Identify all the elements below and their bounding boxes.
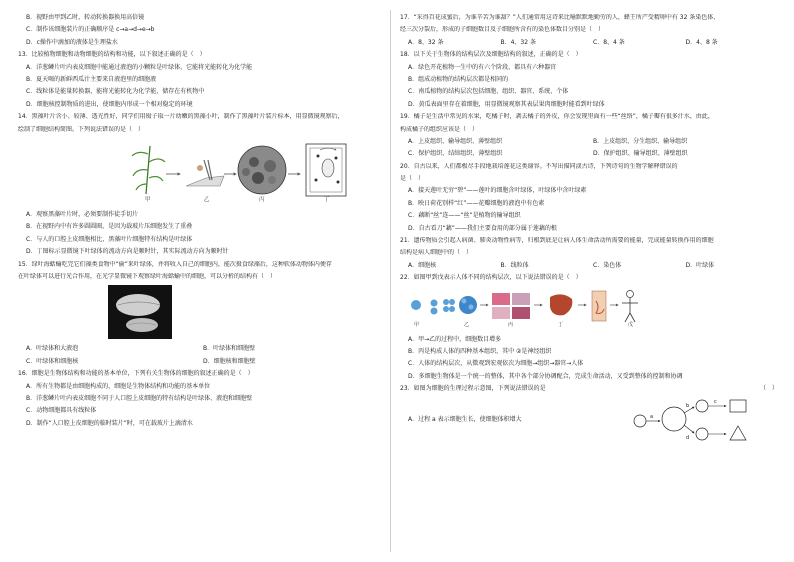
option: D．保护组织、输导组织、薄壁组织 bbox=[593, 150, 688, 158]
option-line: B．视野由甲到乙时，转动转换器换用高倍镜 bbox=[26, 14, 145, 21]
option: D．多细胞生物体是一个统一的整体，其中各个部分协调配合，完成生命活动，又受到整体的控制和协调 bbox=[408, 372, 683, 380]
question-20-stem-cont: 是（ ） bbox=[400, 175, 425, 183]
figure-14 bbox=[18, 138, 380, 205]
option: A．观察黑藻叶片时，必须要制作徒手切片 bbox=[26, 211, 139, 218]
human-figure bbox=[622, 290, 638, 322]
option: B．丙是构成人体的四种基本组织，其中 ②是神经组织 bbox=[408, 348, 552, 356]
option: C．线粒体是能量转换器，能将光能转化为化学能，储存在有机物中 bbox=[26, 88, 205, 96]
option: C．保护组织、结缔组织、薄壁组织 bbox=[408, 150, 503, 158]
option: D．细胞核和细胞壁 bbox=[203, 357, 256, 365]
column-divider bbox=[390, 10, 391, 552]
left-column bbox=[18, 14, 380, 432]
fig-label: 丁 bbox=[324, 196, 330, 202]
system-image bbox=[592, 291, 606, 321]
question-19-stem-cont: 构成橘子的组织应该是（ ） bbox=[400, 125, 479, 133]
fig-label: c bbox=[714, 399, 717, 406]
tweezers-figure bbox=[186, 160, 224, 186]
option: A．所有生物都是由细胞构成的，细胞是生物体结构和功能的基本单位 bbox=[26, 382, 211, 390]
fig-label: 乙 bbox=[204, 196, 210, 202]
cell-stage-figures bbox=[411, 296, 477, 315]
options-row bbox=[26, 345, 380, 353]
fig-label: 甲 bbox=[145, 196, 151, 202]
option: B．线粒体 bbox=[500, 261, 529, 269]
option: B．上皮组织、分生组织、输导组织 bbox=[593, 137, 688, 145]
option: D．丁图标示显微镜下叶绿体的流动方向是顺时针，其实际流动方向为顺时针 bbox=[26, 248, 229, 256]
question-23-stem: 23．如图为细胞的生理过程示意图，下列说法错误的是 bbox=[400, 385, 546, 393]
option-line: D．c操作中滴加的液体是生理盐水 bbox=[26, 38, 118, 46]
fig-label: b bbox=[686, 403, 690, 410]
question-16-stem: 16．细胞是生物体结构和功能的基本单位，下列有关生物体的细胞的叙述正确的是（ ） bbox=[18, 370, 254, 378]
organ-image bbox=[550, 294, 572, 315]
question-17-stem: 17．“采得百花成蜜后，为谁辛苦为谁甜？”人们通常用这诗来比喻默默地勤劳的人，蜂王所产受精卵中有 32 条染色体， bbox=[400, 14, 720, 21]
options-row bbox=[408, 150, 778, 158]
plant-figure bbox=[132, 146, 165, 194]
question-22-stem: 22．如图甲到戊表示人体不同的结构层次，以下说法错误的是（ ） bbox=[400, 274, 582, 282]
option: A．过程 a 表示细胞生长，使细胞体积增大 bbox=[408, 416, 522, 424]
question-19-stem: 19．橘子是生活中常见的水果，吃橘子时，剥去橘子的外皮，你会发现里面有一些“丝络”，橘子瓣有很多汁水，由此， bbox=[400, 113, 714, 121]
fig-label: a bbox=[650, 414, 654, 421]
option: C．动物细胞都具有线粒体 bbox=[26, 407, 97, 415]
option: A．甲→乙的过程中，细胞数目增多 bbox=[408, 335, 502, 343]
question-23-body bbox=[400, 397, 778, 447]
right-column bbox=[400, 14, 778, 447]
option: C．8、4 条 bbox=[593, 38, 625, 46]
fig-label: d bbox=[686, 435, 690, 442]
option: B．组成动植物的结构层次都是相同的 bbox=[408, 75, 509, 83]
options-row bbox=[408, 138, 778, 146]
question-13-stem: 13．比较植物细胞和动物细胞的结构和功能，以下叙述正确的是（ ） bbox=[18, 51, 206, 59]
question-23-header bbox=[400, 385, 778, 393]
option: A．绿色开花植物一生中的有六个阶段，都具有六种器官 bbox=[408, 63, 557, 71]
option: B．夏天喝的新鲜西瓜汁主要来自液泡里的细胞液 bbox=[26, 75, 157, 83]
option: B．映日荷花别样“红”——花瓣细胞的液泡中有色素 bbox=[408, 199, 545, 207]
fig-label: 甲 bbox=[414, 321, 420, 327]
question-21-stem: 21．遗传物质会引起人病菌、肺炎动物性病等，归根到底是让病人体生命活动所需要的能量，完成能量转换作用的细胞 bbox=[400, 237, 714, 245]
option: A．叶绿体和大液泡 bbox=[26, 345, 79, 353]
answer-paren: （ ） bbox=[759, 385, 778, 393]
option: C．南瓜植物的结构层次包括细胞、组织、器官、系统、个体 bbox=[408, 88, 569, 96]
tissue-images bbox=[492, 293, 530, 319]
figure-22 bbox=[400, 287, 778, 330]
option: B．在视野内中有许多圆圆圈，是因为载玻片压细胞发生了重叠 bbox=[26, 223, 193, 231]
fig-label: 乙 bbox=[464, 321, 470, 327]
option: C．与人的口腔上皮细胞相比，黑藻叶片细胞特有结构是叶绿体 bbox=[26, 235, 193, 243]
option: D．4、8 条 bbox=[685, 38, 718, 46]
option: A．接天莲叶无穷“碧”——莲叶的细胞含叶绿体，叶绿体中含叶绿素 bbox=[408, 187, 587, 195]
option: D．自古看刀“藕”——我们主要食用的部分属于莲藕的根 bbox=[408, 224, 557, 232]
question-14-stem-cont: 绘制了细胞结构简图。下列说法错误的是（ ） bbox=[18, 125, 145, 133]
options-row bbox=[26, 358, 380, 366]
microscope-view-figure bbox=[238, 146, 286, 194]
question-20-stem: 20．自古以来，人们都极尽手段地栽培莲花这类谢容。不写出描同淡古诗，下列诗句的生物学解释错误的 bbox=[400, 162, 678, 170]
option: B．洋葱鳞片叶内表皮细胞不同于人口腔上皮细胞的特有结构是叶绿体、液泡和细胞壁 bbox=[26, 394, 253, 402]
question-21-stem-cont: 结构是病人细胞中的（ ） bbox=[400, 249, 473, 257]
question-14-stem: 14．黑藻叶片含小、较薄、透光性好，同学们用镊子取一片幼嫩的黑藻小叶，制作了黑藻叶片装片标本，用显微镜观察后， bbox=[18, 113, 344, 121]
option: B．4、32 条 bbox=[500, 38, 536, 46]
option: A．洋葱鳞片叶内表皮细胞中能通过液泡的小颗粒是叶绿体，它能将光能转化为化学能 bbox=[26, 63, 253, 71]
option: A．上皮组织、输导组织、薄壁组织 bbox=[408, 137, 503, 145]
question-17-stem-cont: 经三次分裂后，形成的子细胞数目及子细胞所含有的染色体数目分别是（ ） bbox=[400, 26, 605, 34]
option: C．人体的结构层次，从微观到宏观依次为细胞→组织→器官→人体 bbox=[408, 360, 584, 368]
question-15-stem-cont: 在叶绿体可以进行光合作用，在光学显微镜下观察绿叶海蛞蝓中的细胞，可以分析的结构有（ ） bbox=[18, 272, 277, 280]
option: C．染色体 bbox=[593, 261, 622, 269]
question-18-stem: 18．以下关于生物体的结构层次及细胞结构的叙述，正确的是（ ） bbox=[400, 51, 582, 59]
question-15-stem: 15．绿叶海蛞蝓吃完它们藻类食物中“偷”来叶绿体，并将收入自己的细胞内，能次摄食绿藻后，这种软体动物体内便存 bbox=[18, 260, 332, 268]
fig-label: 戊 bbox=[628, 321, 634, 327]
option: C．叶绿体和细胞核 bbox=[26, 357, 79, 365]
option: A．8、32 条 bbox=[408, 38, 444, 46]
option: B．叶绿体和细胞壁 bbox=[203, 345, 256, 353]
fig-label: 丙 bbox=[259, 196, 265, 202]
fig-label: 丁 bbox=[558, 321, 564, 327]
cell-diagram-figure bbox=[306, 144, 346, 196]
option: D．黄瓜表面里存在着细胞，用显微镜观察其表层果肉细胞时能看到叶绿体 bbox=[408, 100, 605, 108]
cell-process-diagram bbox=[628, 397, 778, 447]
option: D．细胞核控制物质的进出，使细胞内形成一个相对稳定的环境 bbox=[26, 100, 193, 108]
sea-slug-photo bbox=[108, 285, 172, 339]
fig-label: 丙 bbox=[508, 321, 514, 327]
option: D．制作“人口腔上皮细胞的临时装片”时，可在载玻片上滴清水 bbox=[26, 419, 193, 427]
option-line: C．制作该细胞装片的正确顺序是 c→a→d→e→b bbox=[26, 26, 155, 34]
option: C．藕断“丝”连——“丝”是植物的输导组织 bbox=[408, 212, 521, 220]
option: A．细胞核 bbox=[408, 261, 437, 269]
options-row bbox=[408, 39, 778, 47]
options-row bbox=[408, 262, 778, 270]
option: D．叶绿体 bbox=[685, 261, 715, 269]
